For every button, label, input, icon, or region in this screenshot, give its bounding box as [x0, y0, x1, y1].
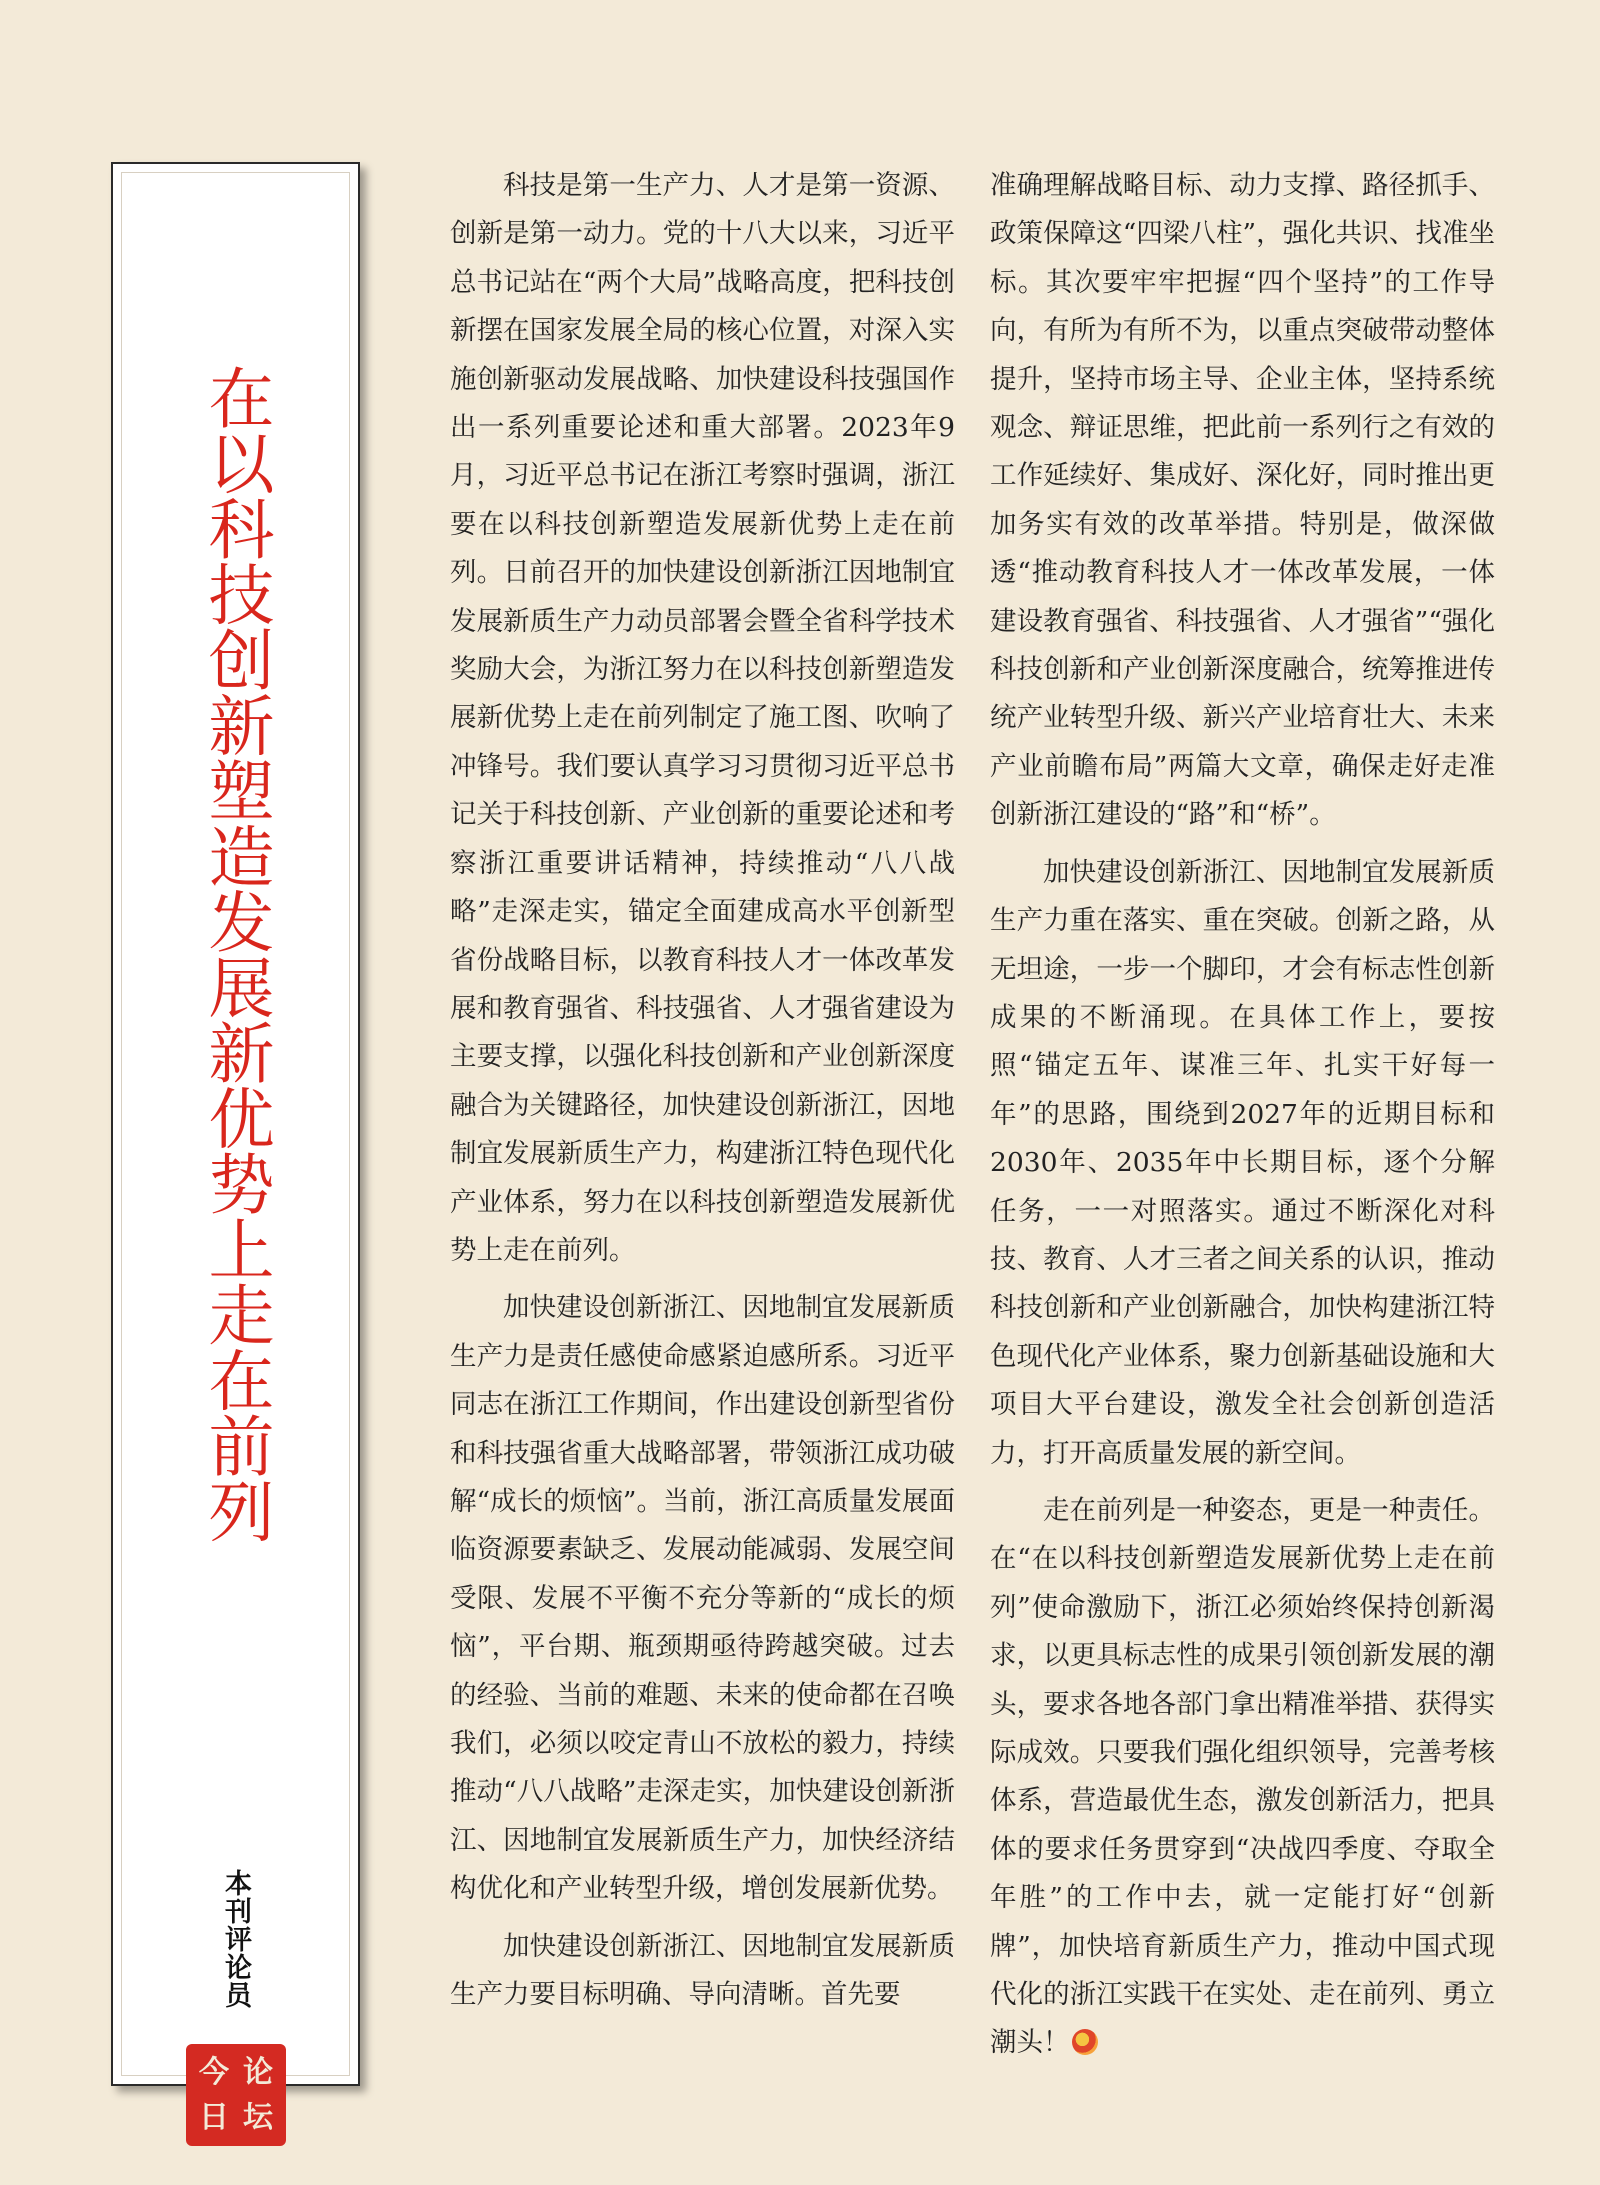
seal-char: 论 [243, 2054, 273, 2090]
title-banner [111, 162, 360, 2135]
end-mark-icon [1072, 2029, 1098, 2055]
paragraph-text: 走在前列是一种姿态，更是一种责任。在“在以科技创新塑造发展新优势上走在前列”使命激励下，浙江必须始终保持创新渴求，以更具标志性的成果引领创新发展的潮头，要求各地各部门拿出精准举措、获得实际成效。只要我们强化组织领导，完善考核体系，营造最优生态，激发创新活力，把具体的要求任务贯穿到“决战四季度、夺取全年胜”的工作中去，就一定能打好“创新牌”，加快培育新质生产力，推动中国式现代化的浙江实践干在实处、走在前列、勇立潮头！ [990, 1494, 1495, 2059]
paragraph: 加快建设创新浙江、因地制宜发展新质生产力要目标明确、导向清晰。首先要 [450, 1930, 955, 2011]
paragraph: 准确理解战略目标、动力支撑、路径抓手、政策保障这“四梁八柱”，强化共识、找准坐标。其次要牢牢把握“四个坚持”的工作导向，有所为有所不为，以重点突破带动整体提升，坚持市场主导、企业主体，坚持系统观念、辩证思维，把此前一系列行之有效的工作延续好、集成好、深化好，同时推出更加务实有效的改革举措。特别是，做深做透“推动教育科技人才一体改革发展，一体建设教育强省、科技强省、人才强省”“强化科技创新和产业创新深度融合，统筹推进传统产业转型升级、新兴产业培育壮大、未来产业前瞻布局”两篇大文章，确保走好走准创新浙江建设的“路”和“桥”。 [990, 170, 1495, 831]
byline: 本刊评论员 [220, 1869, 251, 2009]
article-title: 在以科技创新塑造发展新优势上走在前列 [197, 364, 274, 1543]
paragraph: 加快建设创新浙江、因地制宜发展新质生产力是责任感使命感紧迫感所系。习近平同志在浙江工作期间，作出建设创新型省份和科技强省重大战略部署，带领浙江成功破解“成长的烦恼”。当前，浙江高质量发展面临资源要素缺乏、发展动能减弱、发展空间受限、发展不平衡不充分等新的“成长的烦恼”，平台期、瓶颈期亟待跨越突破。过去的经验、当前的难题、未来的使命都在召唤我们，必须以咬定青山不放松的毅力，持续推动“八八战略”走深走实，加快建设创新浙江、因地制宜发展新质生产力，加快经济结构优化和产业转型升级，增创发展新优势。 [450, 1292, 955, 1905]
seal-char: 坛 [243, 2099, 273, 2135]
seal-char: 日 [199, 2099, 229, 2135]
paragraph: 科技是第一生产力、人才是第一资源、创新是第一动力。党的十八大以来，习近平总书记站在“两个大局”战略高度，把科技创新摆在国家发展全局的核心位置，对深入实施创新驱动发展战略、加快建设科技强国作出一系列重要论述和重大部署。2023年9月，习近平总书记在浙江考察时强调，浙江要在以科技创新塑造发展新优势上走在前列。日前召开的加快建设创新浙江因地制宜发展新质生产力动员部署会暨全省科学技术奖励大会，为浙江努力在以科技创新塑造发展新优势上走在前列制定了施工图、吹响了冲锋号。我们要认真学习习贯彻习近平总书记关于科技创新、产业创新的重要论述和考察浙江重要讲话精神，持续推动“八八战略”走深走实，锚定全面建成高水平创新型省份战略目标，以教育科技人才一体改革发展和教育强省、科技强省、人才强省建设为主要支撑，以强化科技创新和产业创新深度融合为关键路径，加快建设创新浙江，因地制宜发展新质生产力，构建浙江特色现代化产业体系，努力在以科技创新塑造发展新优势上走在前列。 [450, 170, 955, 1266]
seal-char: 今 [199, 2054, 229, 2090]
paragraph [990, 1487, 1495, 2068]
text-column-left [450, 162, 955, 2028]
seal-stamp [186, 2044, 286, 2146]
text-column-right [990, 162, 1495, 2077]
paragraph: 加快建设创新浙江、因地制宜发展新质生产力重在落实、重在突破。创新之路，从无坦途，一步一个脚印，才会有标志性创新成果的不断涌现。在具体工作上，要按照“锚定五年、谋准三年、扎实干好每一年”的思路，围绕到2027年的近期目标和2030年、2035年中长期目标，逐个分解任务，一一对照落实。通过不断深化对科技、教育、人才三者之间关系的认识，推动科技创新和产业创新融合，加快构建浙江特色现代化产业体系，聚力创新基础设施和大项目大平台建设，激发全社会创新创造活力，打开高质量发展的新空间。 [990, 856, 1495, 1469]
